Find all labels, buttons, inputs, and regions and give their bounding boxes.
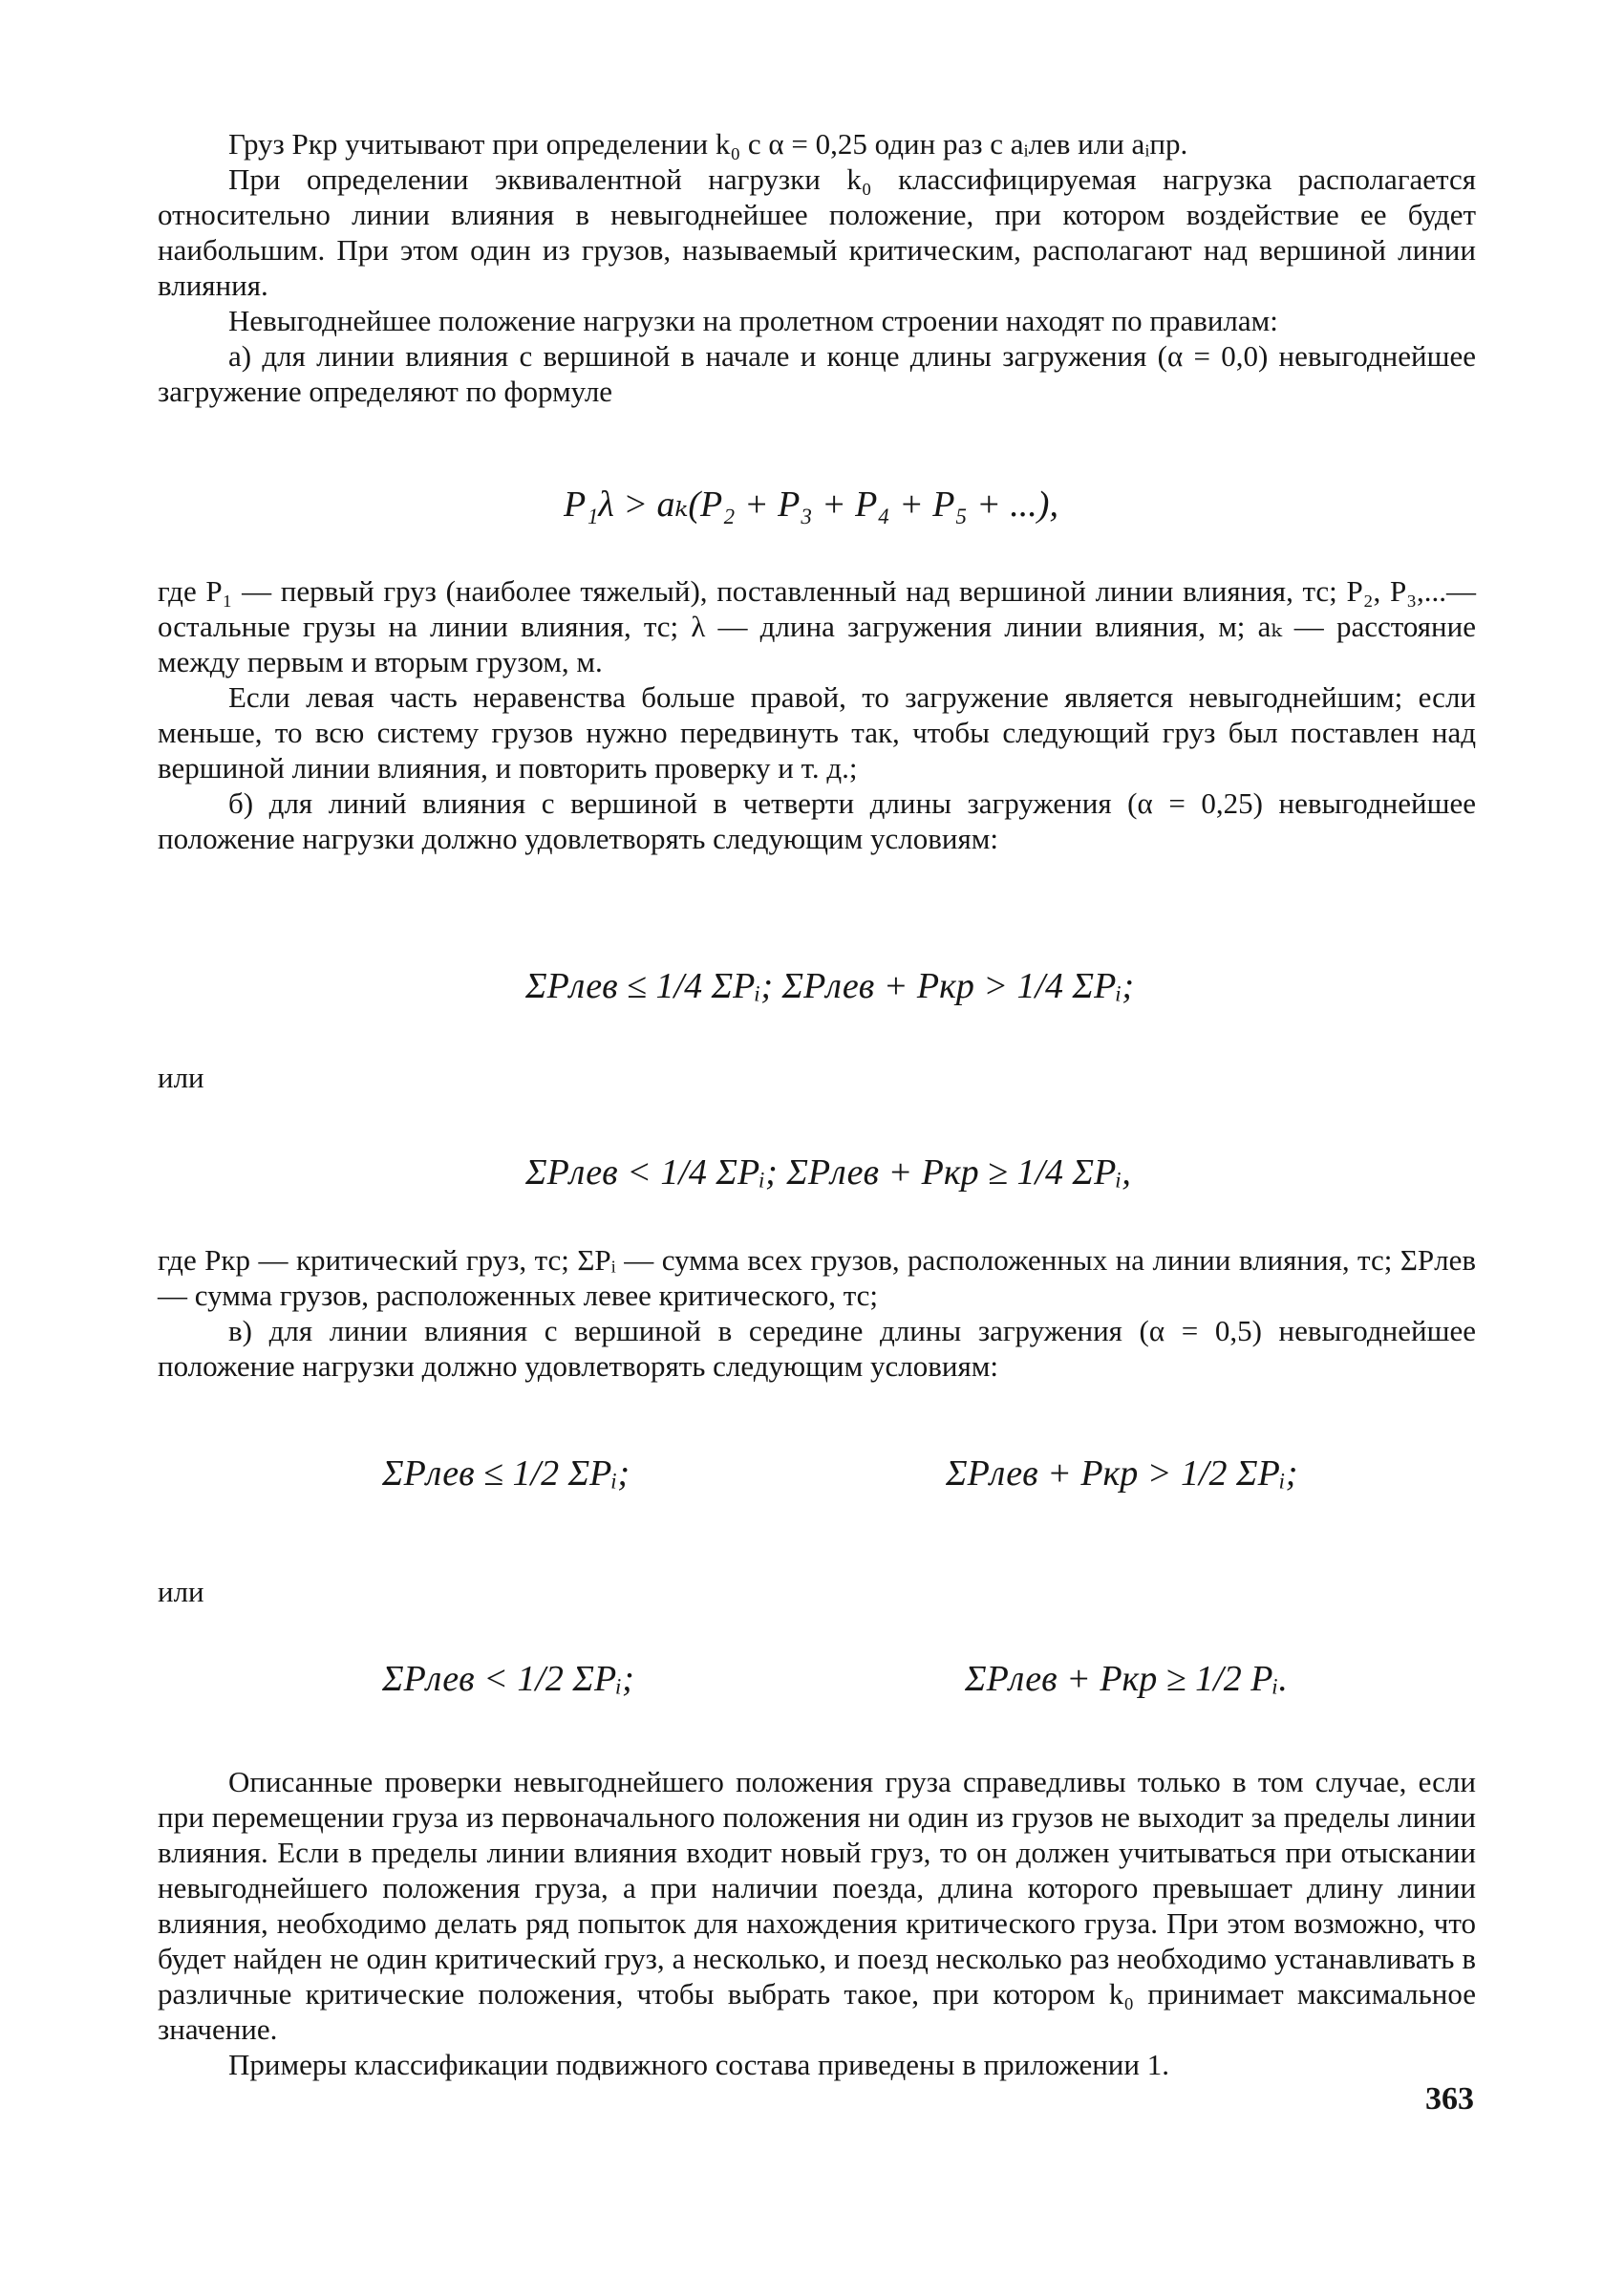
formula-1: P₁λ > aₖ(P₂ + P₃ + P₄ + P₅ + ...), — [564, 484, 1058, 525]
formula-4-right: ΣPлев + Pкр > 1/2 ΣPᵢ; — [946, 1453, 1298, 1494]
paragraph-6: Если левая часть неравенства больше правой, то загружение является невыгоднейшим; если меньше, то всю систему грузов нужно передвинуть так, чтобы следующий груз был поставлен над вершиной линии влияния, и повторить проверку и т. д.; — [158, 680, 1476, 785]
text-block-middle — [158, 573, 1476, 856]
paragraph-1: Груз Pкр учитывают при определении k₀ с α = 0,25 один раз с aᵢлев или aᵢпр. — [228, 127, 1188, 161]
paragraph-2: При определении эквивалентной нагрузки k₀ классифицируемая нагрузка располагается относительно линии влияния в невыгоднейшее положение, при котором воздействие ее будет наибольшим. При этом один из грузов, называемый критическим, располагают над вершиной линии влияния. — [158, 162, 1476, 302]
or-label-1: или — [158, 1061, 204, 1094]
formula-2: ΣPлев ≤ 1/4 ΣPᵢ; ΣPлев + Pкр > 1/4 ΣPᵢ; — [525, 966, 1135, 1006]
text-block-top — [158, 126, 1476, 409]
paragraph-4: а) для линии влияния с вершиной в начале и конце длины загружения (α = 0,0) невыгоднейшее загружение определяют по формуле — [158, 339, 1476, 408]
paragraph-7: б) для линий влияния с вершиной в четверти длины загружения (α = 0,25) невыгоднейшее положение нагрузки должно удовлетворять следующим условиям: — [158, 786, 1476, 855]
formula-4-left: ΣPлев ≤ 1/2 ΣPᵢ; — [382, 1453, 630, 1494]
paragraph-9: в) для линии влияния с вершиной в середине длины загружения (α = 0,5) невыгоднейшее положение нагрузки должно удовлетворять следующим условиям: — [158, 1314, 1476, 1383]
formula-5-right: ΣPлев + Pкр ≥ 1/2 Pᵢ. — [965, 1659, 1288, 1699]
paragraph-10: Описанные проверки невыгоднейшего положения груза справедливы только в том случае, если при перемещении груза из первоначального положения ни один из грузов не выходит за пределы линии влияния. Если в пределы линии влияния входит новый груз, то он должен учитываться при отыскании невыгоднейшего положения груза, а при наличии поезда, длина которого превышает длину линии влияния, необходимо делать ряд попыток для нахождения критического груза. При этом возможно, что будет найден не один критический груз, а несколько, и поезд несколько раз необходимо устанавливать в различные критические положения, чтобы выбрать такое, при котором k₀ принимает максимальное значение. — [158, 1765, 1476, 2046]
paragraph-8: где Pкр — критический груз, тс; ΣPᵢ — сумма всех грузов, расположенных на линии влияния, тс; ΣPлев — сумма грузов, расположенных левее критического, тс; — [158, 1243, 1476, 1312]
paragraph-11: Примеры классификации подвижного состава приведены в приложении 1. — [228, 2048, 1169, 2081]
formula-3: ΣPлев < 1/4 ΣPᵢ; ΣPлев + Pкр ≥ 1/4 ΣPᵢ, — [525, 1152, 1131, 1193]
text-block-lower — [158, 1242, 1476, 1384]
paragraph-3: Невыгоднейшее положение нагрузки на пролетном строении находят по правилам: — [228, 304, 1278, 337]
page-number: 363 — [1425, 2081, 1474, 2117]
paragraph-5: где P₁ — первый груз (наиболее тяжелый), поставленный над вершиной линии влияния, тс; P₂, P₃,...— остальные грузы на линии влияния, тс; λ — длина загружения линии влияния, м; aₖ — расстояние между первым и вторым грузом, м. — [158, 574, 1476, 678]
formula-5-left: ΣPлев < 1/2 ΣPᵢ; — [382, 1659, 634, 1699]
text-block-bottom — [158, 1764, 1476, 2082]
or-label-2: или — [158, 1575, 204, 1608]
